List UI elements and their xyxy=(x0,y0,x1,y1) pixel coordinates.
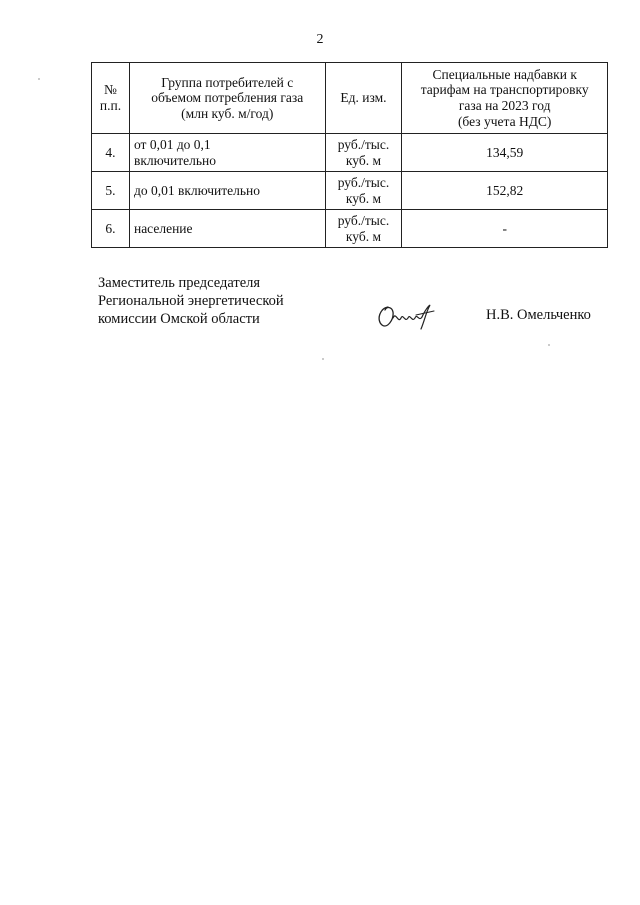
table-row xyxy=(92,134,608,172)
row-consumer-group: от 0,01 до 0,1 включительно xyxy=(129,134,325,172)
scan-speck xyxy=(548,344,550,346)
row-unit: руб./тыс. куб. м xyxy=(325,134,402,172)
row-number: 6. xyxy=(92,210,130,248)
row-surcharge-value: 134,59 xyxy=(402,134,608,172)
signatory-title xyxy=(98,274,284,328)
row-consumer-group: население xyxy=(129,210,325,248)
signatory-name: Н.В. Омельченко xyxy=(486,307,591,323)
row-unit: руб./тыс. куб. м xyxy=(325,172,402,210)
signatory-title-line: Заместитель председателя xyxy=(98,275,261,291)
header-consumer-group: Группа потребителей с объемом потребления газа (млн куб. м/год) xyxy=(129,63,325,134)
scan-speck xyxy=(38,78,40,80)
header-number: № п.п. xyxy=(92,63,130,134)
row-surcharge-value: - xyxy=(402,210,608,248)
row-number: 4. xyxy=(92,134,130,172)
signatory-title-line: комиссии Омской области xyxy=(98,311,260,328)
row-number: 5. xyxy=(92,172,130,210)
signatory-title-line: Региональной энергетической xyxy=(98,293,284,310)
handwritten-signature xyxy=(374,298,438,332)
header-surcharge: Специальные надбавки к тарифам на транспортировку газа на 2023 год (без учета НДС) xyxy=(402,63,608,134)
row-consumer-group: до 0,01 включительно xyxy=(129,172,325,210)
table-row xyxy=(92,210,608,248)
row-surcharge-value: 152,82 xyxy=(402,172,608,210)
row-unit: руб./тыс. куб. м xyxy=(325,210,402,248)
header-unit: Ед. изм. xyxy=(325,63,402,134)
table-header-row xyxy=(92,63,608,134)
table-row xyxy=(92,172,608,210)
scan-speck xyxy=(322,358,324,360)
page-number: 2 xyxy=(316,32,324,47)
tariff-table xyxy=(91,62,608,248)
